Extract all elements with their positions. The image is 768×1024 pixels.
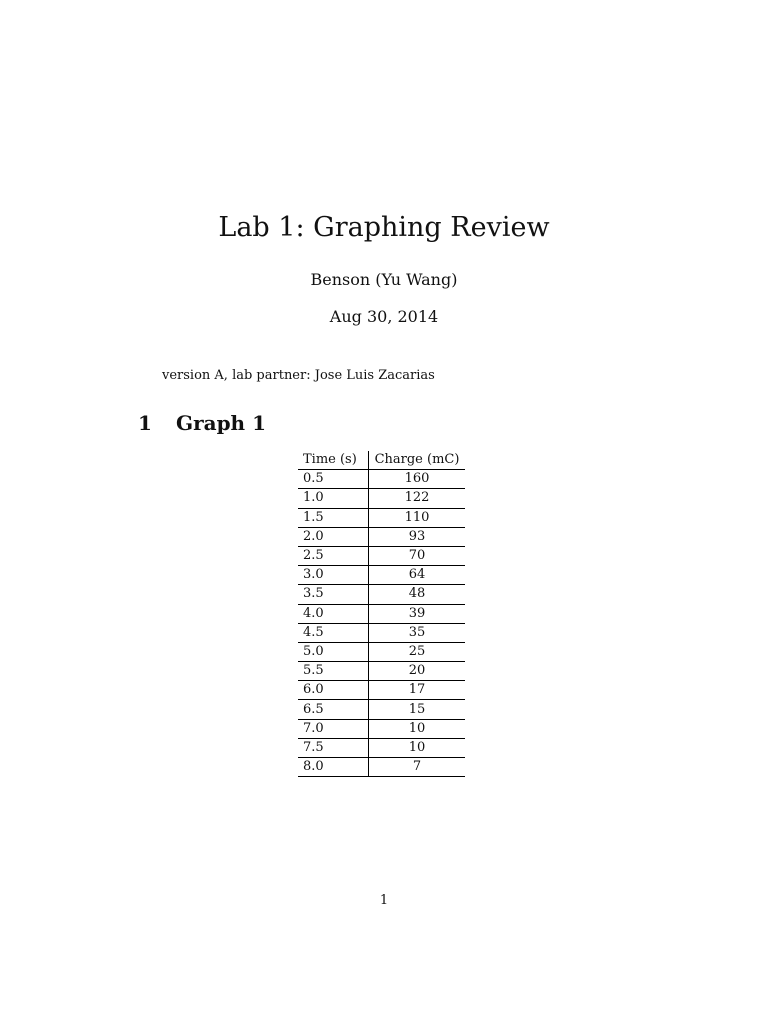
table-row — [298, 758, 465, 777]
charge-cell: 48 — [369, 585, 466, 604]
time-cell: 2.5 — [298, 546, 369, 565]
table-row — [298, 585, 465, 604]
table-row — [298, 489, 465, 508]
time-cell: 0.5 — [298, 470, 369, 489]
table-row — [298, 604, 465, 623]
time-cell: 6.5 — [298, 700, 369, 719]
section-heading — [138, 411, 266, 435]
table-row — [298, 546, 465, 565]
time-cell: 7.0 — [298, 719, 369, 738]
table-row — [298, 566, 465, 585]
table-row — [298, 662, 465, 681]
section-number: 1 — [138, 411, 152, 435]
time-cell: 3.0 — [298, 566, 369, 585]
charge-cell: 39 — [369, 604, 466, 623]
data-table — [298, 451, 465, 777]
time-cell: 3.5 — [298, 585, 369, 604]
charge-cell: 10 — [369, 719, 466, 738]
charge-cell: 160 — [369, 470, 466, 489]
charge-cell: 10 — [369, 738, 466, 757]
table-row — [298, 700, 465, 719]
time-cell: 1.5 — [298, 508, 369, 527]
author: Benson (Yu Wang) — [310, 270, 458, 289]
document-title: Lab 1: Graphing Review — [218, 212, 550, 243]
charge-cell: 35 — [369, 623, 466, 642]
date: Aug 30, 2014 — [329, 307, 439, 326]
table-row — [298, 623, 465, 642]
time-cell: 6.0 — [298, 681, 369, 700]
column-header-time: Time (s) — [298, 451, 369, 470]
section-title: Graph 1 — [176, 411, 266, 435]
table-row — [298, 527, 465, 546]
charge-cell: 25 — [369, 642, 466, 661]
time-cell: 5.0 — [298, 642, 369, 661]
time-cell: 8.0 — [298, 758, 369, 777]
charge-cell: 7 — [369, 758, 466, 777]
charge-cell: 15 — [369, 700, 466, 719]
time-cell: 4.0 — [298, 604, 369, 623]
time-cell: 2.0 — [298, 527, 369, 546]
table-row — [298, 508, 465, 527]
column-header-charge: Charge (mC) — [369, 451, 466, 470]
table-body — [298, 470, 465, 777]
charge-cell: 93 — [369, 527, 466, 546]
charge-cell: 64 — [369, 566, 466, 585]
time-cell: 7.5 — [298, 738, 369, 757]
table-row — [298, 470, 465, 489]
charge-cell: 70 — [369, 546, 466, 565]
time-cell: 5.5 — [298, 662, 369, 681]
table-row — [298, 738, 465, 757]
version-note: version A, lab partner: Jose Luis Zacarias — [162, 368, 435, 383]
page-number: 1 — [379, 893, 389, 908]
table-row — [298, 642, 465, 661]
charge-cell: 122 — [369, 489, 466, 508]
table-row — [298, 719, 465, 738]
time-cell: 4.5 — [298, 623, 369, 642]
charge-cell: 110 — [369, 508, 466, 527]
time-cell: 1.0 — [298, 489, 369, 508]
charge-cell: 20 — [369, 662, 466, 681]
table-header-row — [298, 451, 465, 470]
charge-cell: 17 — [369, 681, 466, 700]
table-row — [298, 681, 465, 700]
